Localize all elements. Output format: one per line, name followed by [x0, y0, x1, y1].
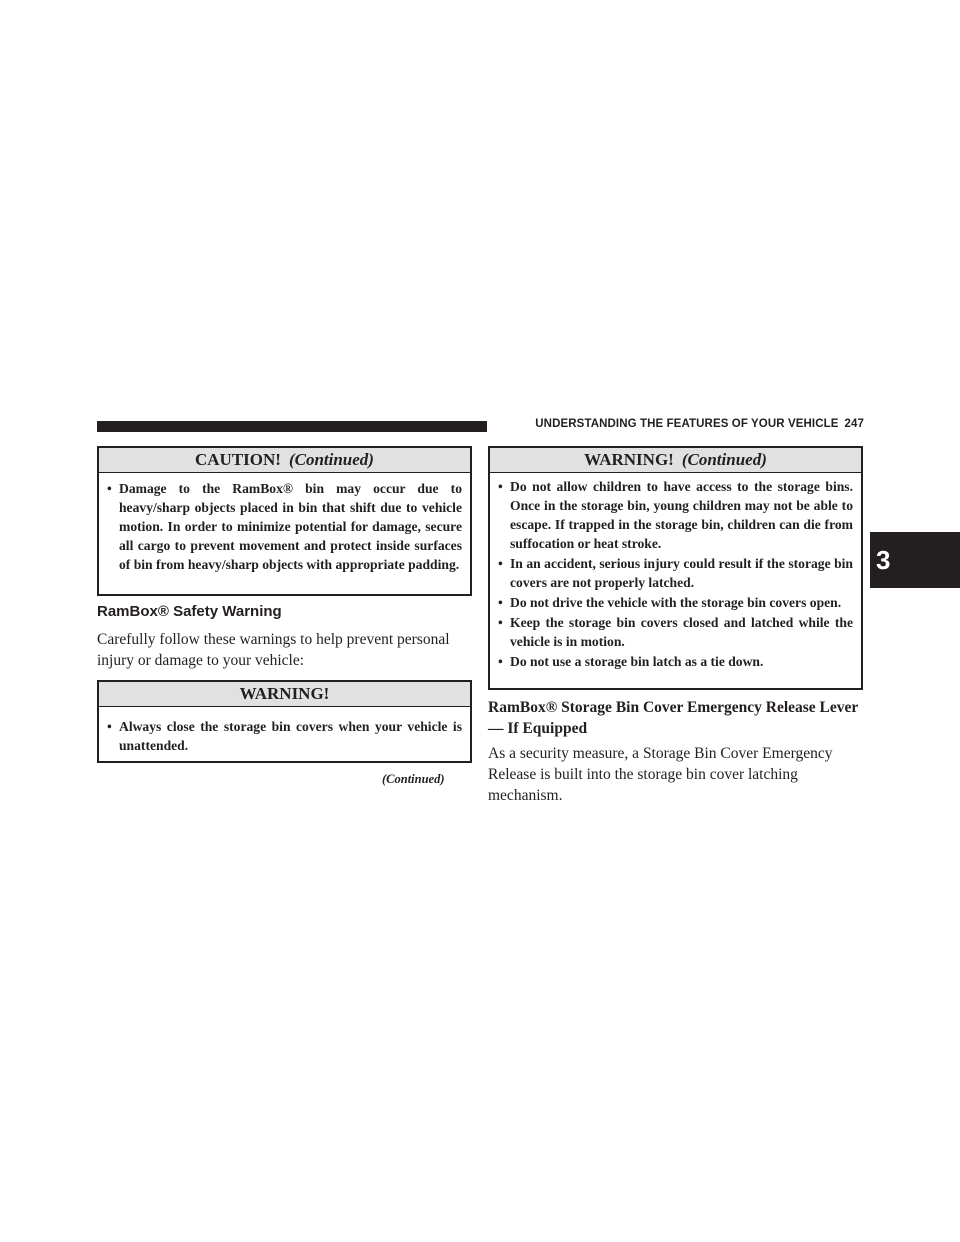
header-rule	[97, 421, 487, 432]
caution-title: CAUTION!	[195, 450, 281, 469]
warning-continued-title: WARNING!	[584, 450, 674, 469]
warning-list	[99, 707, 470, 755]
warning-box-header	[99, 682, 470, 707]
warning-title: WARNING!	[239, 684, 330, 703]
warning-continued-subtitle: (Continued)	[681, 450, 767, 469]
section-heading: RamBox® Safety Warning	[97, 603, 282, 620]
intro-paragraph: Carefully follow these warnings to help prevent personal injury or damage to your vehicle:	[97, 631, 450, 669]
warning-continued-item: • Do not allow children to have access to the storage bins. Once in the storage bin, young children may not be able to escape. If trapped in the storage bin, children can die from suffocation or heat stroke.	[490, 477, 853, 553]
caution-subtitle: (Continued)	[288, 450, 374, 469]
warning-continued-box	[488, 446, 863, 690]
warning-item: • Always close the storage bin covers when your vehicle is unattended.	[99, 717, 462, 755]
warning-box	[97, 680, 472, 763]
warning-continued-item: • Do not use a storage bin latch as a tie down.	[490, 652, 853, 671]
warning-continued-item: • In an accident, serious injury could result if the storage bin covers are not properly latched.	[490, 554, 853, 592]
caution-box-header	[99, 448, 470, 473]
warning-continued-item: • Do not drive the vehicle with the storage bin covers open.	[490, 593, 853, 612]
chapter-tab: 3	[870, 532, 960, 588]
page-number: 247	[844, 418, 864, 430]
caution-box	[97, 446, 472, 596]
warning-continued-item: • Keep the storage bin covers closed and latched while the vehicle is in motion.	[490, 613, 853, 651]
warning-continued-header	[490, 448, 861, 473]
continued-note: (Continued)	[382, 772, 445, 786]
running-header	[498, 418, 864, 430]
section-title: UNDERSTANDING THE FEATURES OF YOUR VEHICLE	[535, 418, 839, 430]
release-lever-paragraph: As a security measure, a Storage Bin Cover Emergency Release is built into the storage bin cover latching mechanism.	[488, 745, 833, 804]
warning-continued-list	[490, 473, 861, 671]
release-lever-heading: RamBox® Storage Bin Cover Emergency Release Lever — If Equipped	[488, 699, 859, 737]
caution-item: • Damage to the RamBox® bin may occur due to heavy/sharp objects placed in bin that shift due to vehicle motion. In order to minimize potential for damage, secure all cargo to prevent movement and protect inside surfaces of bin from heavy/sharp objects with appropriate padding.	[99, 479, 462, 574]
caution-list	[99, 473, 470, 574]
